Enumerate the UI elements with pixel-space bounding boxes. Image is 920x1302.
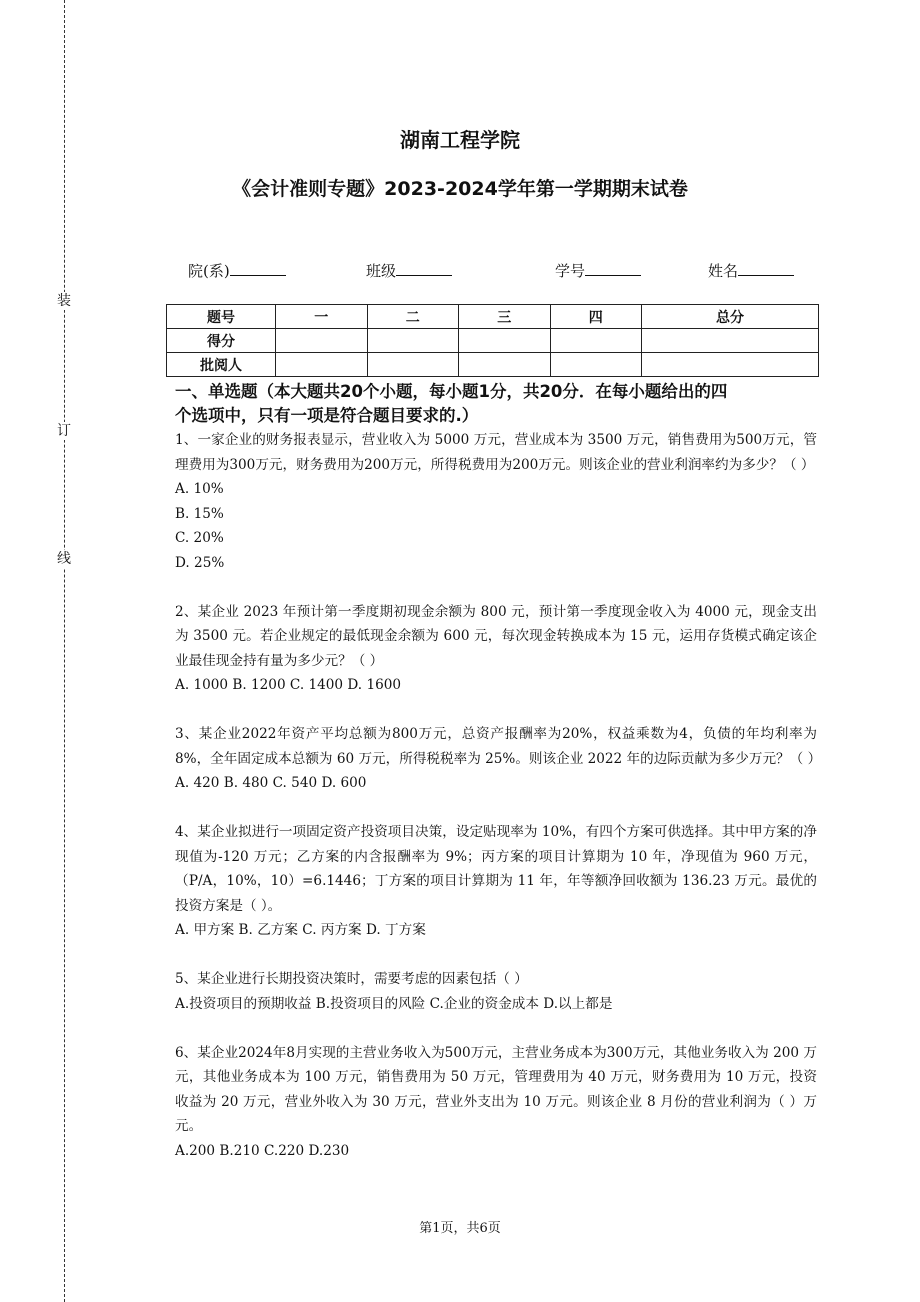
question-options: A.投资项目的预期收益 B.投资项目的风险 C.企业的资金成本 D.以上都是	[175, 995, 613, 1012]
class-label: 班级	[366, 262, 397, 280]
question-options: A. 1000 B. 1200 C. 1400 D. 1600	[175, 677, 402, 693]
score-table-row	[167, 353, 819, 377]
question-options: A. 甲方案 B. 乙方案 C. 丙方案 D. 丁方案	[175, 922, 426, 938]
question-text: 2、某企业 2023 年预计第一季度期初现金余额为 800 元，预计第一季度现金收入为 4000 元，现金支出为 3500 元。若企业规定的最低现金余额为 600 元，每次现金转换成本为 15 元，运用存货模式确定该企业最佳现金持有量为多少元？（ ）	[175, 603, 817, 669]
binding-char-xian: 线	[57, 551, 71, 567]
question-5	[175, 967, 817, 1016]
question-text: 4、某企业拟进行一项固定资产投资项目决策，设定贴现率为 10%，有四个方案可供选择。其中甲方案的净现值为-120 万元；乙方案的内含报酬率为 9%；丙方案的项目计算期为 10 年，净现值为 960 万元，（P/A，10%，10）=6.1446；丁方案的项目计算期为 11 年，年等额净回收额为 136.23 万元。最优的投资方案是（ ）。	[175, 824, 817, 914]
question-text: 6、某企业2024年8月实现的主营业务收入为500万元，主营业务成本为300万元，其他业务收入为 200 万元，其他业务成本为 100 万元，销售费用为 50 万元，管理费用为 40 万元，财务费用为 10 万元，投资收益为 20 万元，营业外收入为 30 万元，营业外支出为 10 万元。则该企业 8 月份的营业利润为（ ）万元。	[175, 1044, 817, 1134]
student-id-blank	[585, 261, 641, 276]
score-header-cell: 一	[276, 305, 368, 329]
question-options: A. 420 B. 480 C. 540 D. 600	[175, 775, 367, 791]
score-cell[interactable]	[367, 329, 459, 353]
score-header-cell: 三	[459, 305, 551, 329]
score-row-label: 得分	[167, 329, 276, 353]
score-cell[interactable]	[642, 353, 819, 377]
questions-area	[175, 428, 822, 1188]
score-table-header-row	[167, 305, 819, 329]
score-row-label: 批阅人	[167, 353, 276, 377]
binding-char-ding: 订	[57, 423, 71, 439]
class-field	[366, 260, 452, 281]
question-6	[175, 1041, 817, 1164]
score-header-cell: 二	[367, 305, 459, 329]
student-id-field	[555, 260, 641, 281]
score-cell[interactable]	[642, 329, 819, 353]
class-blank	[396, 261, 452, 276]
student-id-label: 学号	[555, 262, 586, 280]
question-text: 1、一家企业的财务报表显示，营业收入为 5000 万元，营业成本为 3500 万元，销售费用为500万元，管理费用为300万元，财务费用为200万元，所得税费用为200万元。则该企业的营业利润率约为多少？（ ）	[175, 432, 817, 473]
name-label: 姓名	[708, 262, 739, 280]
score-cell[interactable]	[276, 353, 368, 377]
score-table	[166, 304, 819, 377]
score-cell[interactable]	[459, 353, 551, 377]
score-header-cell: 四	[550, 305, 642, 329]
score-table-row	[167, 329, 819, 353]
page-footer: 第1页，共6页	[419, 1221, 501, 1236]
question-options: A.200 B.210 C.220 D.230	[175, 1142, 350, 1159]
department-label: 院(系)	[188, 262, 230, 280]
score-header-cell: 题号	[167, 305, 276, 329]
score-header-cell: 总分	[642, 305, 819, 329]
department-field	[188, 260, 286, 281]
school-name: 湖南工程学院	[400, 128, 520, 152]
question-2	[175, 600, 817, 698]
option-b: B. 15%	[175, 505, 224, 522]
score-cell[interactable]	[276, 329, 368, 353]
score-cell[interactable]	[550, 329, 642, 353]
score-cell[interactable]	[367, 353, 459, 377]
option-c: C. 20%	[175, 530, 224, 546]
department-blank	[230, 261, 286, 276]
question-text: 3、某企业2022年资产平均总额为800万元，总资产报酬率为20%，权益乘数为4，负债的年均利率为 8%，全年固定成本总额为 60 万元，所得税税率为 25%。则该企业 2022 年的边际贡献为多少万元？（ ）	[175, 726, 822, 767]
score-cell[interactable]	[459, 329, 551, 353]
section-heading-line: 个选项中，只有一项是符合题目要求的.）	[175, 406, 479, 425]
binding-char-zhuang: 装	[57, 293, 71, 309]
exam-title: 《会计准则专题》2023-2024学年第一学期期末试卷	[232, 178, 688, 200]
section-heading-line: 一、单选题（本大题共20个小题，每小题1分，共20分．在每小题给出的四	[175, 382, 728, 401]
name-blank	[738, 261, 794, 276]
section-heading	[175, 380, 815, 428]
option-d: D. 25%	[175, 554, 225, 571]
question-1	[175, 428, 817, 575]
score-cell[interactable]	[550, 353, 642, 377]
name-field	[708, 260, 794, 281]
question-3	[175, 722, 822, 796]
question-4	[175, 820, 817, 943]
question-text: 5、某企业进行长期投资决策时，需要考虑的因素包括（ ）	[175, 971, 528, 987]
option-a: A. 10%	[175, 481, 224, 497]
